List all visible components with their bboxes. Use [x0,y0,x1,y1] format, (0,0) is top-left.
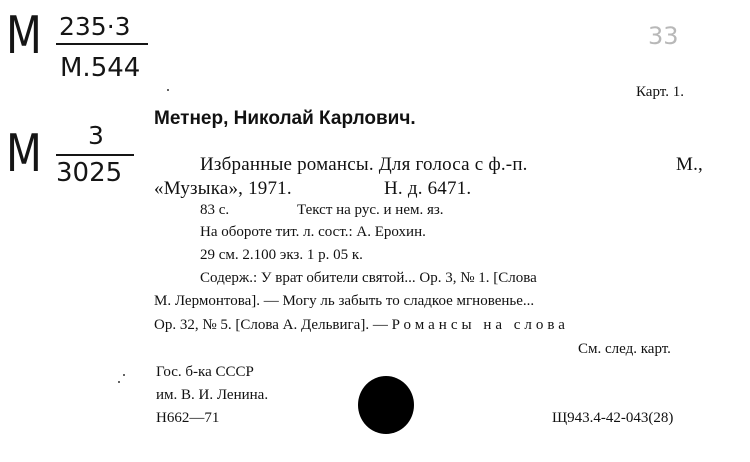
pages: 83 с. [200,202,230,218]
shelf-mark-lower-numerator: 3 [88,121,104,150]
contents-line-1: Содерж.: У врат обители святой... Ор. 3, № 1. [Слова [200,270,537,286]
library-line-2: им. В. И. Ленина. [156,387,269,403]
contents-line-2: М. Лермонтова]. — Могу ль забыть то сладкое мгновенье... [154,293,535,309]
title-line-2: «Музыка», 1971. [154,178,292,199]
speck [118,381,120,383]
shelf-mark-upper-denominator: М.544 [60,53,141,83]
card-number: Карт. 1. [636,84,684,100]
shelf-mark-lower-letter: М [6,124,42,184]
corner-mark: 33 [648,22,679,50]
speck [167,89,169,91]
speck [123,374,125,376]
ink-blot [358,376,414,434]
title-place: М., [676,154,703,175]
contents-line-3 [154,317,569,334]
plate-number: Н. д. 6471. [384,178,472,199]
shelf-mark-lower-denominator: 3025 [56,158,123,188]
author-heading: Метнер, Николай Карлович. [154,108,416,129]
title-line-1: Избранные романсы. Для голоса с ф.-п. [200,154,528,175]
contents-line-3-text: Ор. 32, № 5. [Слова А. Дельвига]. — [154,317,388,333]
continued-note: См. след. карт. [578,341,671,357]
catalog-code: Щ943.4-42-043(28) [552,410,674,426]
language-note: Текст на рус. и нем. яз. [297,202,444,218]
contents-line-3-spaced: Романсы на слова [391,317,569,333]
compiler-note: На обороте тит. л. сост.: А. Ерохин. [200,224,426,240]
physical-note: 29 см. 2.100 экз. 1 р. 05 к. [200,247,363,263]
shelf-mark-lower-fraction-line [56,154,134,156]
shelf-mark-upper-fraction-line [56,43,148,45]
shelf-mark-upper-numerator: 235·3 [59,12,131,41]
library-line-1: Гос. б-ка СССР [156,364,254,380]
shelf-mark-upper-letter: М [6,6,42,66]
library-code: Н662—71 [156,410,220,426]
